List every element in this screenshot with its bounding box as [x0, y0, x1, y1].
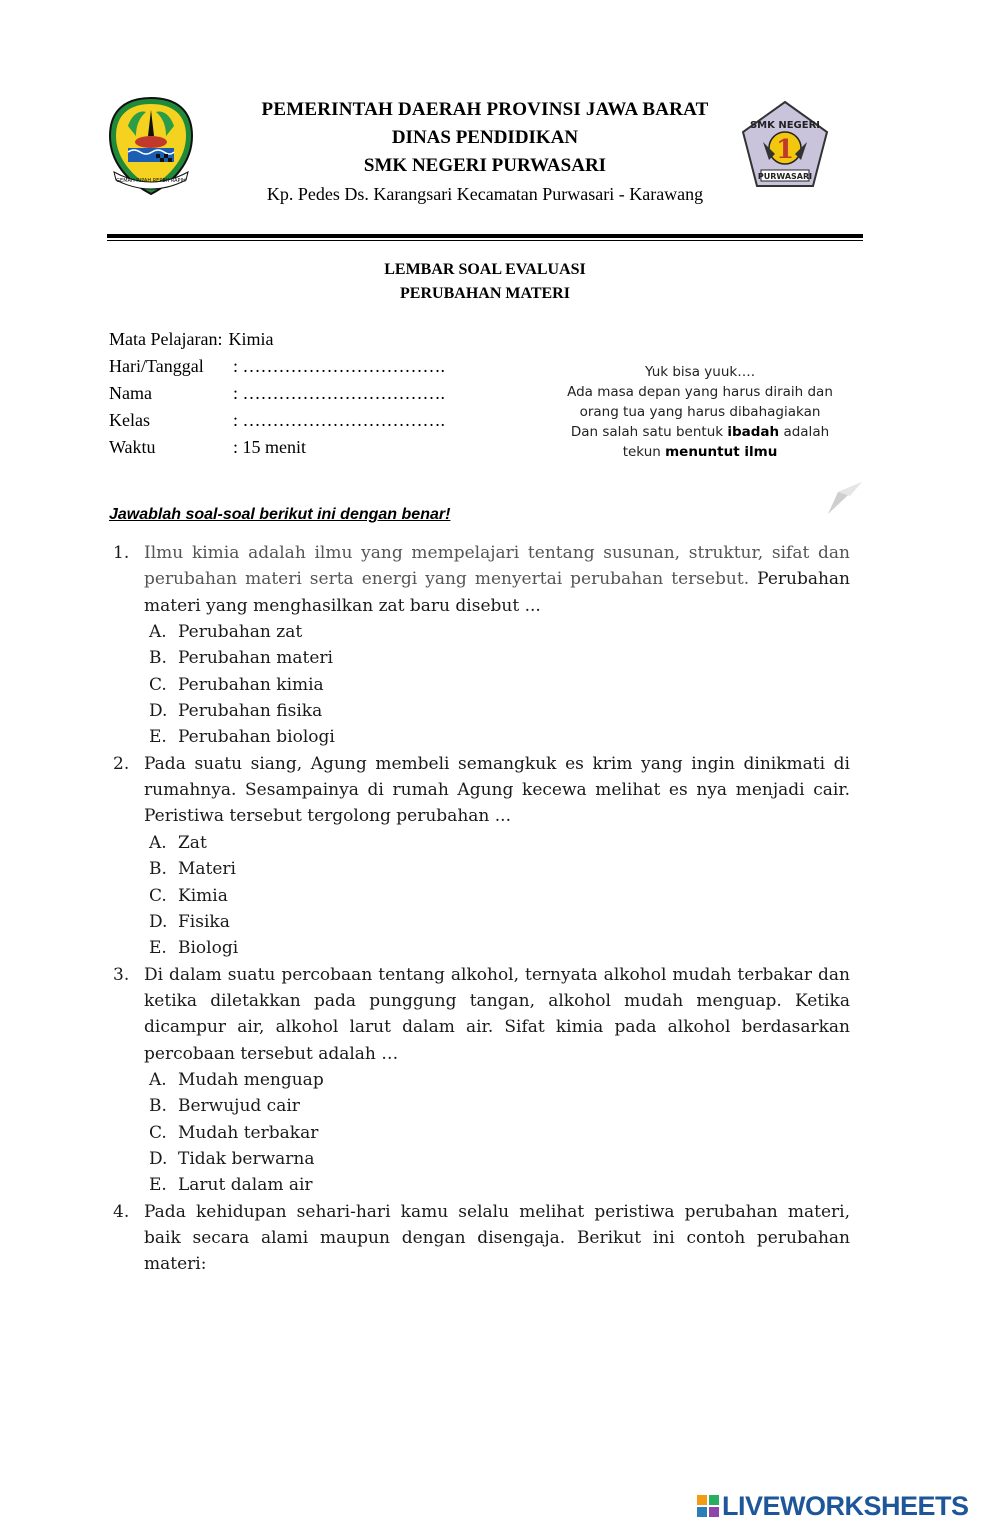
motivation-line [555, 442, 845, 462]
question-text-context: Ilmu kimia adalah ilmu yang mempelajari tentang susunan, struktur, sifat dan perubahan materi serta energi yang menyertai perubahan tersebut. [144, 543, 850, 590]
option-text: Perubahan materi [178, 648, 333, 669]
option-letter: E. [149, 938, 167, 959]
answer-option[interactable] [144, 830, 850, 856]
answer-option[interactable] [144, 619, 850, 645]
motivation-line: Yuk bisa yuuk…. [645, 364, 755, 380]
option-text: Perubahan fisika [178, 701, 323, 722]
school-logo [737, 98, 833, 190]
student-identity-block [109, 326, 445, 461]
identity-label: Hari/Tanggal [109, 356, 204, 376]
motivation-note [555, 362, 845, 462]
letterhead-rule-thick [107, 234, 863, 238]
west-java-emblem-logo [106, 96, 196, 196]
answer-option[interactable] [144, 724, 850, 750]
letterhead-address: Kp. Pedes Ds. Karangsari Kecamatan Purwasari - Karawang [266, 184, 704, 204]
school-logo-top-text: SMK NEGERI [749, 120, 821, 131]
question-text: Di dalam suatu percobaan tentang alkohol, ternyata alkohol mudah terbakar dan ketika diletakkan pada punggung tangan, alkohol mudah menguap. Ketika dicampur air, alkohol larut dalam air. Sifat kimia pada alkohol berdasarkan percobaan tersebut adalah … [144, 964, 850, 1064]
liveworksheets-wordmark: LIVEWORKSHEETS [722, 1491, 969, 1521]
option-text: Berwujud cair [178, 1096, 300, 1117]
option-letter: B. [149, 648, 167, 669]
question-number: 2. [113, 753, 130, 774]
letterhead [200, 96, 770, 208]
answer-option[interactable] [144, 935, 850, 961]
answer-options [144, 619, 850, 751]
identity-label: Waktu [109, 437, 156, 457]
answer-option[interactable] [144, 645, 850, 671]
page-corner-fold-icon [828, 482, 862, 516]
option-text: Biologi [178, 938, 239, 959]
answer-option[interactable] [144, 1120, 850, 1146]
answer-option[interactable] [144, 909, 850, 935]
identity-row-name[interactable] [109, 380, 445, 407]
motivation-text: tekun [622, 444, 666, 460]
option-letter: C. [149, 1122, 167, 1143]
identity-row-time [109, 434, 445, 461]
identity-row-date[interactable] [109, 353, 445, 380]
option-text: Perubahan biologi [178, 727, 335, 748]
option-text: Tidak berwarna [178, 1149, 315, 1170]
option-letter: A. [149, 832, 167, 853]
option-letter: D. [149, 701, 168, 722]
question-number: 1. [113, 543, 130, 563]
emblem-motto: GEMAH RIPAH REPEH RAPIH [116, 178, 186, 184]
option-text: Kimia [178, 885, 228, 906]
answer-option[interactable] [144, 1146, 850, 1172]
option-text: Fisika [178, 911, 230, 932]
option-letter: C. [149, 885, 167, 906]
question-number: 4. [113, 1201, 130, 1222]
identity-label: Kelas [109, 410, 150, 430]
option-letter: D. [149, 911, 168, 932]
option-letter: A. [149, 1069, 167, 1090]
identity-label: Mata Pelajaran: [109, 329, 223, 349]
option-text: Zat [178, 832, 207, 853]
identity-value: Kimia [228, 329, 274, 349]
question-text: Pada kehidupan sehari-hari kamu selalu melihat peristiwa perubahan materi, baik secara alami maupun dengan disengaja. Berikut ini contoh perubahan materi: [144, 1201, 850, 1275]
school-logo-number: 1 [775, 135, 795, 165]
motivation-line: orang tua yang harus dibahagiakan [579, 404, 821, 420]
letterhead-department: DINAS PENDIDIKAN [391, 127, 579, 148]
motivation-emphasis: menuntut ilmu [665, 444, 778, 460]
option-letter: C. [149, 674, 167, 695]
liveworksheets-brand[interactable] [697, 1490, 969, 1522]
liveworksheets-logo-icon [697, 1495, 719, 1517]
motivation-text: Dan salah satu bentuk [570, 424, 728, 440]
identity-value: : 15 menit [233, 437, 306, 457]
identity-row-subject [109, 326, 445, 353]
title-line-1: LEMBAR SOAL EVALUASI [384, 261, 586, 278]
answer-option[interactable] [144, 856, 850, 882]
question-text-prompt: Perubahan materi yang menghasilkan zat baru disebut ... [144, 569, 851, 616]
answer-option[interactable] [144, 1067, 850, 1093]
letterhead-government: PEMERINTAH DAERAH PROVINSI JAWA BARAT [261, 99, 709, 120]
letterhead-school: SMK NEGERI PURWASARI [363, 155, 607, 176]
question-text [144, 540, 850, 619]
title-line-2: PERUBAHAN MATERI [400, 285, 570, 302]
letterhead-rule-thin [107, 240, 863, 241]
answer-option[interactable] [144, 672, 850, 698]
option-letter: A. [149, 621, 167, 642]
instruction-text: Jawablah soal-soal berikut ini dengan benar! [109, 506, 451, 523]
answer-options [144, 830, 850, 962]
answer-option[interactable] [144, 883, 850, 909]
option-text: Mudah menguap [178, 1069, 324, 1090]
question-item [113, 1199, 850, 1278]
question-item [113, 540, 850, 751]
motivation-emphasis: ibadah [727, 424, 780, 440]
option-text: Perubahan kimia [178, 674, 324, 695]
question-item [113, 751, 850, 962]
option-text: Mudah terbakar [178, 1122, 319, 1143]
option-letter: D. [149, 1149, 168, 1170]
answer-option[interactable] [144, 1093, 850, 1119]
question-number: 3. [113, 964, 130, 985]
option-letter: E. [149, 1175, 167, 1196]
option-letter: B. [149, 1096, 167, 1117]
option-text: Perubahan zat [178, 621, 303, 642]
question-list [113, 540, 850, 1278]
school-logo-bottom-text: PURWASARI [757, 172, 813, 181]
date-field[interactable]: : ……………………………. [233, 356, 446, 376]
worksheet-title [250, 258, 720, 306]
option-letter: B. [149, 859, 167, 880]
motivation-line: Ada masa depan yang harus diraih dan [567, 384, 833, 400]
name-field[interactable]: : ……………………………. [233, 383, 446, 403]
answer-option[interactable] [144, 698, 850, 724]
identity-label: Nama [109, 383, 152, 403]
identity-row-class[interactable] [109, 407, 445, 434]
question-item [113, 962, 850, 1199]
answer-option[interactable] [144, 1172, 850, 1198]
motivation-line [555, 422, 845, 442]
option-text: Materi [178, 859, 236, 880]
option-text: Larut dalam air [178, 1175, 313, 1196]
option-letter: E. [149, 727, 167, 748]
class-field[interactable]: : ……………………………. [233, 410, 446, 430]
question-text: Pada suatu siang, Agung membeli semangkuk es krim yang ingin dinikmati di rumahnya. Sesampainya di rumah Agung kecewa melihat es nya menjadi cair. Peristiwa tersebut tergolong perubahan ... [144, 753, 850, 827]
answer-options [144, 1067, 850, 1199]
motivation-text: adalah [779, 424, 830, 440]
